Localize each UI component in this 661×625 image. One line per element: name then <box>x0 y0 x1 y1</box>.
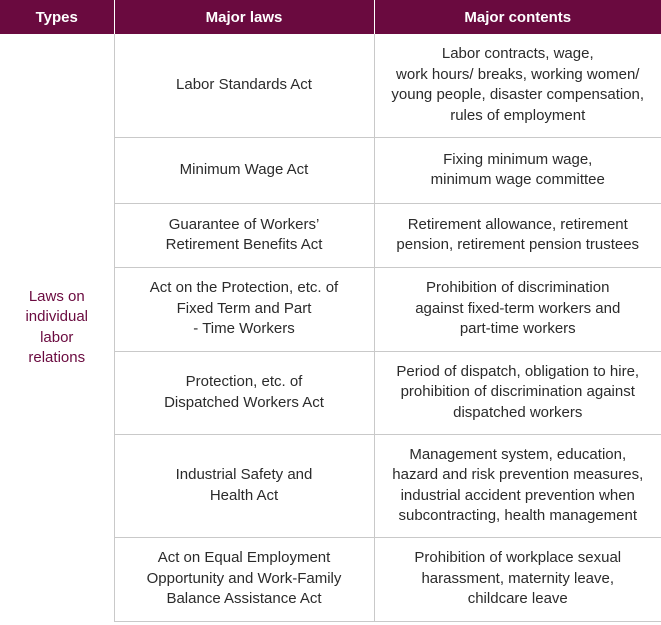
header-major-laws: Major laws <box>114 0 374 34</box>
law-cell: Minimum Wage Act <box>114 137 374 203</box>
contents-cell: Prohibition of workplace sexual harassment, maternity leave, childcare leave <box>374 537 661 621</box>
contents-cell: Retirement allowance, retirement pension, retirement pension trustees <box>374 203 661 267</box>
contents-cell: Labor contracts, wage, work hours/ breaks, working women/ young people, disaster compensation, rules of employment <box>374 34 661 137</box>
type-cell: Laws on individual labor relations <box>25 287 89 366</box>
header-types: Types <box>0 0 114 34</box>
law-cell: Industrial Safety and Health Act <box>114 434 374 537</box>
law-cell: Labor Standards Act <box>114 34 374 137</box>
contents-cell: Management system, education, hazard and risk prevention measures, industrial accident prevention when subcontracting, health management <box>374 434 661 537</box>
contents-cell: Period of dispatch, obligation to hire, prohibition of discrimination against dispatched workers <box>374 351 661 434</box>
contents-cell: Fixing minimum wage, minimum wage committee <box>374 137 661 203</box>
header-row <box>0 0 661 34</box>
law-cell: Act on Equal Employment Opportunity and Work-Family Balance Assistance Act <box>114 537 374 621</box>
law-cell: Protection, etc. of Dispatched Workers Act <box>114 351 374 434</box>
table-row <box>0 34 661 137</box>
contents-cell: Prohibition of discrimination against fixed-term workers and part-time workers <box>374 267 661 351</box>
header-major-contents: Major contents <box>374 0 661 34</box>
law-cell: Guarantee of Workers’ Retirement Benefits Act <box>114 203 374 267</box>
law-cell: Act on the Protection, etc. of Fixed Term and Part - Time Workers <box>114 267 374 351</box>
